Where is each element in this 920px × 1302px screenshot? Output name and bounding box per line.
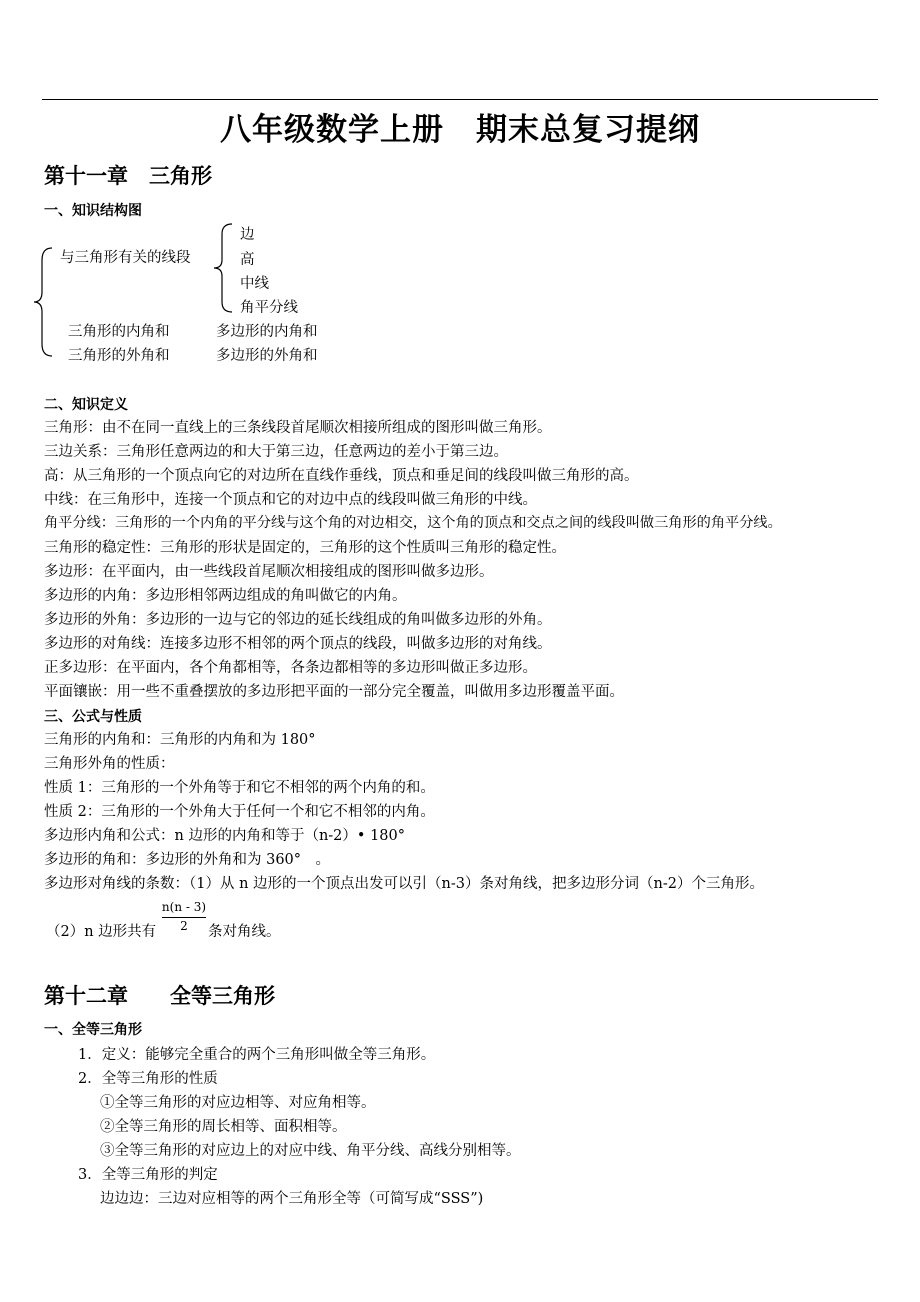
definition-line: 多边形：在平面内，由一些线段首尾顺次相接组成的图形叫做多边形。 — [44, 564, 494, 580]
tree-segment-height: 高 — [240, 252, 255, 268]
congruent-line: 边边边：三边对应相等的两个三角形全等（可简写成“SSS”) — [100, 1191, 484, 1207]
definition-line: 三边关系：三角形任意两边的和大于第三边，任意两边的差小于第三边。 — [44, 444, 508, 460]
top-rule — [42, 99, 878, 100]
tree-root-label: 与三角形有关的线段 — [60, 250, 191, 266]
diagonal-count-suffix: 条对角线。 — [208, 924, 281, 940]
definition-line: 三角形：由不在同一直线上的三条线段首尾顺次相接所组成的图形叫做三角形。 — [44, 420, 552, 436]
chapter-11-heading: 第十一章 三角形 — [44, 163, 212, 188]
definition-line: 平面镶嵌：用一些不重叠摆放的多边形把平面的一部分完全覆盖，叫做用多边形覆盖平面。 — [44, 684, 624, 700]
definition-line: 多边形的内角：多边形相邻两边组成的角叫做它的内角。 — [44, 588, 407, 604]
formula-line: 三角形外角的性质： — [44, 756, 175, 772]
fraction-bar — [162, 917, 206, 918]
congruent-line: ①全等三角形的对应边相等、对应角相等。 — [100, 1095, 376, 1111]
tree-segment-bisector: 角平分线 — [240, 300, 298, 316]
chapter-12-heading: 第十二章 全等三角形 — [44, 983, 275, 1008]
formula-line: 性质 1：三角形的一个外角等于和它不相邻的两个内角的和。 — [44, 780, 435, 796]
congruent-line: 2．全等三角形的性质 — [78, 1071, 218, 1087]
tree-triangle-interior: 三角形的内角和 — [68, 324, 170, 340]
diagonal-count-prefix: （2）n 边形共有 — [46, 924, 157, 940]
inner-brace — [210, 222, 236, 314]
definition-line: 高：从三角形的一个顶点向它的对边所在直线作垂线，顶点和垂足间的线段叫做三角形的高。 — [44, 468, 639, 484]
tree-triangle-exterior: 三角形的外角和 — [68, 348, 170, 364]
congruent-line: ③全等三角形的对应边上的对应中线、角平分线、高线分别相等。 — [100, 1143, 521, 1159]
formula-line: 多边形对角线的条数：（1）从 n 边形的一个顶点出发可以引（n-3）条对角线，把多边形分词（n-2）个三角形。 — [44, 876, 764, 892]
definition-line: 角平分线：三角形的一个内角的平分线与这个角的对边相交，这个角的顶点和交点之间的线段叫做三角形的角平分线。 — [44, 515, 782, 531]
formula-line: 多边形内角和公式：n 边形的内角和等于（n-2）• 180° — [44, 828, 405, 844]
definition-line: 中线：在三角形中，连接一个顶点和它的对边中点的线段叫做三角形的中线。 — [44, 492, 537, 508]
fraction-denominator: 2 — [180, 919, 188, 933]
section-formulas-heading: 三、公式与性质 — [44, 709, 142, 725]
formula-line: 性质 2：三角形的一个外角大于任何一个和它不相邻的内角。 — [44, 804, 435, 820]
section-congruent-heading: 一、全等三角形 — [44, 1022, 142, 1038]
outer-brace — [30, 246, 56, 358]
tree-polygon-exterior: 多边形的外角和 — [216, 348, 318, 364]
congruent-line: 3．全等三角形的判定 — [78, 1167, 218, 1183]
congruent-line: ②全等三角形的周长相等、面积相等。 — [100, 1119, 347, 1135]
formula-line: 多边形的角和：多边形的外角和为 360° 。 — [44, 852, 331, 868]
tree-segment-edge: 边 — [240, 227, 255, 243]
definition-line: 多边形的对角线：连接多边形不相邻的两个顶点的线段，叫做多边形的对角线。 — [44, 636, 552, 652]
definition-line: 正多边形：在平面内，各个角都相等，各条边都相等的多边形叫做正多边形。 — [44, 660, 537, 676]
formula-line: 三角形的内角和：三角形的内角和为 180° — [44, 732, 316, 748]
section-definitions-heading: 二、知识定义 — [44, 397, 128, 413]
definition-line: 三角形的稳定性：三角形的形状是固定的，三角形的这个性质叫三角形的稳定性。 — [44, 540, 566, 556]
section-structure-heading: 一、知识结构图 — [44, 203, 142, 219]
tree-segment-median: 中线 — [240, 276, 269, 292]
congruent-line: 1．定义：能够完全重合的两个三角形叫做全等三角形。 — [78, 1047, 436, 1063]
fraction-numerator: n(n - 3) — [161, 900, 207, 914]
definition-line: 多边形的外角：多边形的一边与它的邻边的延长线组成的角叫做多边形的外角。 — [44, 612, 552, 628]
tree-polygon-interior: 多边形的内角和 — [216, 324, 318, 340]
page-title: 八年级数学上册 期末总复习提纲 — [220, 112, 700, 148]
